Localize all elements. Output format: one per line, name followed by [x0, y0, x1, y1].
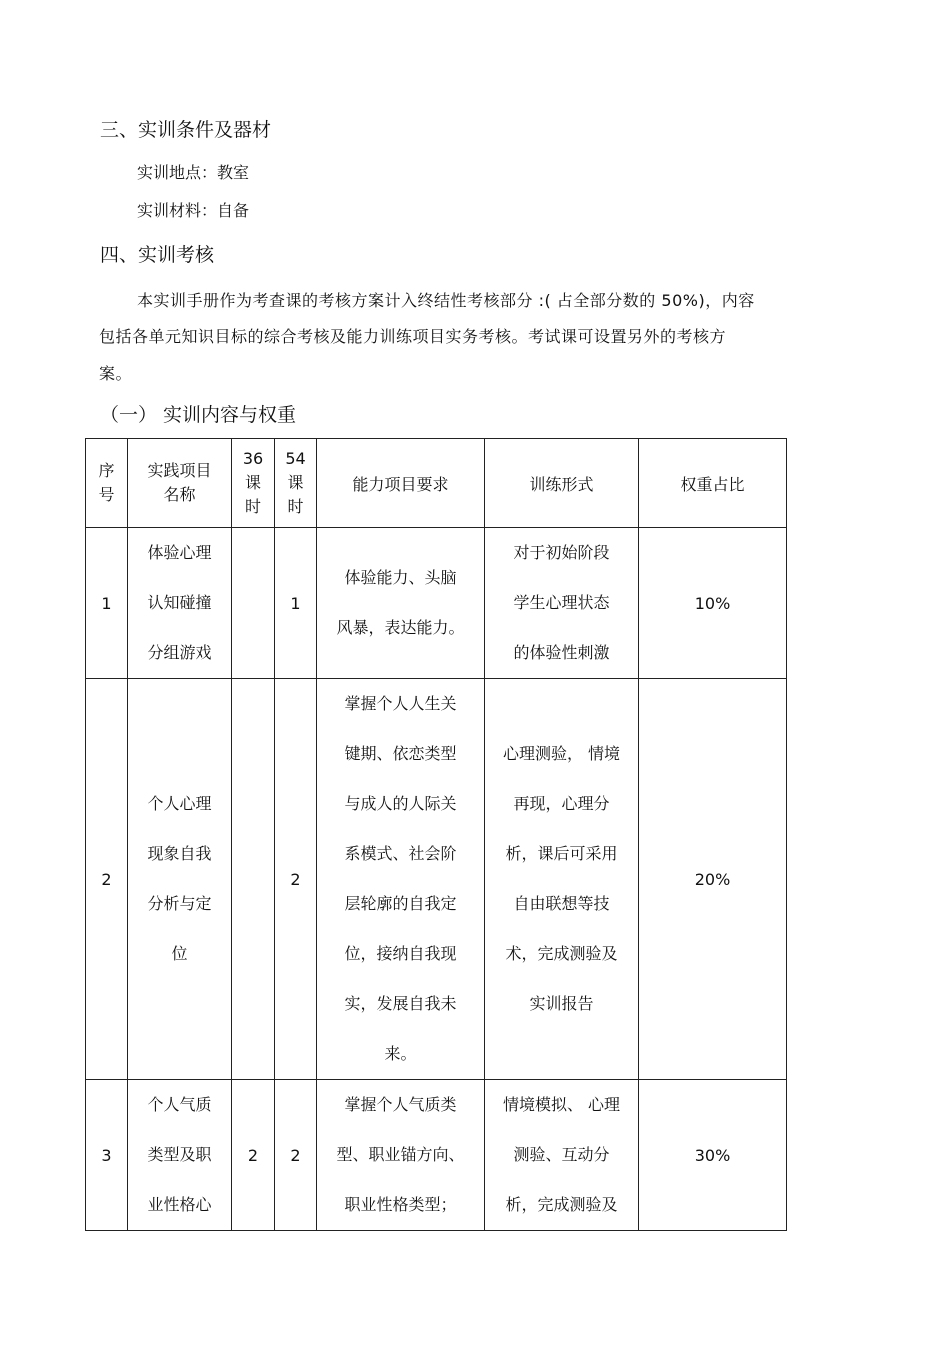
row-ability: 体验能力、头脑 风暴，表达能力。 — [317, 528, 485, 679]
assessment-paragraph-line-1: 本实训手册作为考查课的考核方案计入终结性考核部分 :( 占全部分数的 50%)，内容 — [137, 291, 755, 310]
header-ability: 能力项目要求 — [317, 439, 485, 528]
row-training-form: 情境模拟、 心理 测验、互动分 析，完成测验及 — [485, 1080, 639, 1231]
header-training-form: 训练形式 — [485, 439, 639, 528]
row-ability: 掌握个人人生关 键期、依恋类型 与成人的人际关 系模式、社会阶 层轮廓的自我定 位，接纳自我现 实，发展自我未 来。 — [317, 679, 485, 1080]
row-54-hours: 2 — [275, 679, 317, 1080]
training-location: 实训地点：教室 — [137, 163, 250, 182]
row-36-hours: 2 — [232, 1080, 275, 1231]
table-row — [86, 1080, 787, 1231]
table-row — [86, 528, 787, 679]
row-seq: 1 — [86, 528, 128, 679]
assessment-paragraph-line-3: 案。 — [99, 364, 133, 383]
row-54-hours: 2 — [275, 1080, 317, 1231]
row-training-form: 心理测验， 情境 再现，心理分 析，课后可采用 自由联想等技 术，完成测验及 实训报告 — [485, 679, 639, 1080]
row-project-name: 个人气质 类型及职 业性格心 — [128, 1080, 232, 1231]
table-row — [86, 679, 787, 1080]
table-header-row — [86, 439, 787, 528]
row-ability: 掌握个人气质类 型、职业锚方向、 职业性格类型； — [317, 1080, 485, 1231]
row-36-hours — [232, 528, 275, 679]
row-seq: 3 — [86, 1080, 128, 1231]
header-seq: 序 号 — [86, 439, 128, 528]
section-4-heading: 四、实训考核 — [100, 244, 215, 266]
training-materials: 实训材料：自备 — [137, 201, 250, 220]
header-weight: 权重占比 — [639, 439, 787, 528]
row-project-name: 个人心理 现象自我 分析与定 位 — [128, 679, 232, 1080]
assessment-paragraph-line-2: 包括各单元知识目标的综合考核及能力训练项目实务考核。考试课可设置另外的考核方 — [99, 327, 727, 346]
row-weight: 20% — [639, 679, 787, 1080]
header-36-hours: 36 课 时 — [232, 439, 275, 528]
row-54-hours: 1 — [275, 528, 317, 679]
row-training-form: 对于初始阶段 学生心理状态 的体验性刺激 — [485, 528, 639, 679]
row-project-name: 体验心理 认知碰撞 分组游戏 — [128, 528, 232, 679]
row-36-hours — [232, 679, 275, 1080]
content-weight-table — [85, 438, 787, 1231]
header-project-name: 实践项目 名称 — [128, 439, 232, 528]
subsection-1-heading: （一） 实训内容与权重 — [100, 404, 297, 426]
section-3-heading: 三、实训条件及器材 — [100, 119, 272, 141]
row-weight: 30% — [639, 1080, 787, 1231]
row-seq: 2 — [86, 679, 128, 1080]
row-weight: 10% — [639, 528, 787, 679]
header-54-hours: 54 课 时 — [275, 439, 317, 528]
